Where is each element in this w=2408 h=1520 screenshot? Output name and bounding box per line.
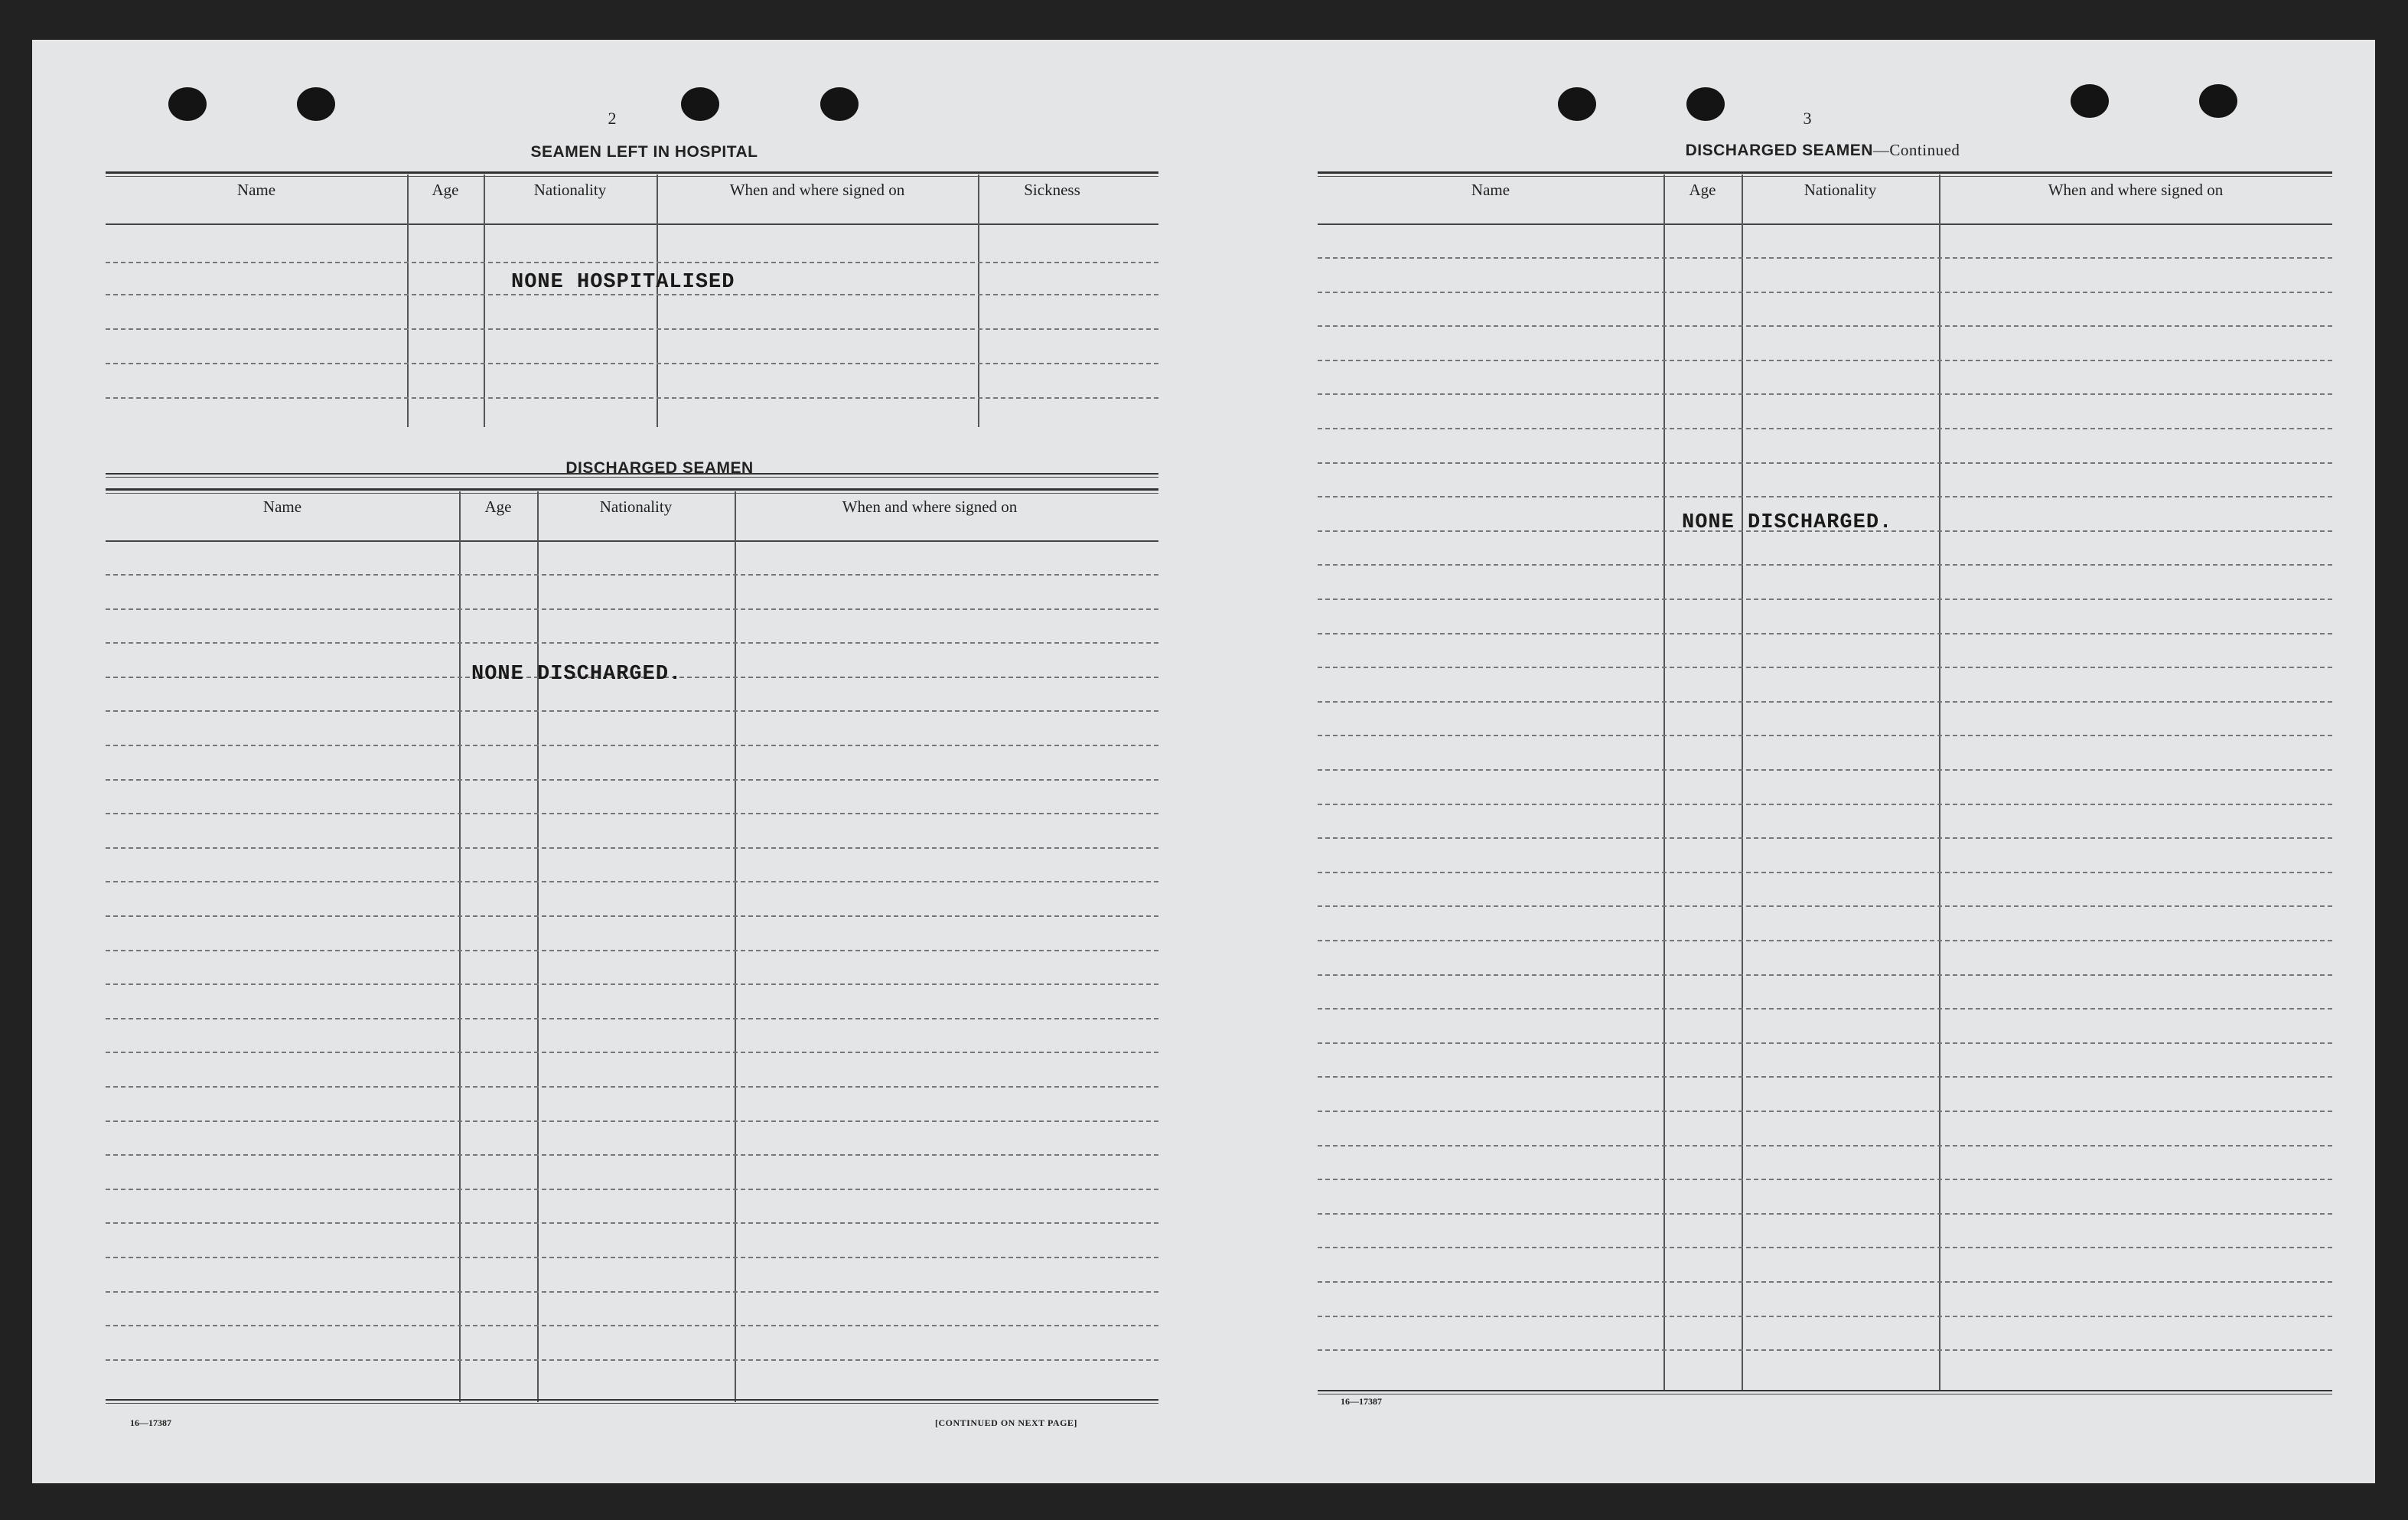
- row-rule: [106, 1325, 1158, 1326]
- row-rule: [1318, 1349, 2332, 1351]
- column-header-name: Name: [236, 181, 276, 199]
- column-header-name: Name: [262, 497, 302, 516]
- header-divider: [106, 223, 1158, 225]
- row-rule: [106, 983, 1158, 985]
- table-bottom-rule: [106, 1399, 1158, 1404]
- row-rule: [106, 397, 1158, 399]
- row-rule: [106, 847, 1158, 849]
- row-rule: [1318, 1281, 2332, 1283]
- table-top-rule: [1318, 171, 2332, 177]
- row-rule: [106, 1120, 1158, 1122]
- row-rule: [1318, 428, 2332, 429]
- row-rule: [106, 328, 1158, 330]
- row-rule: [1318, 360, 2332, 361]
- column-header-name: Name: [1471, 181, 1510, 199]
- column-header-nationality: Nationality: [599, 497, 673, 516]
- hospital-entry: NONE HOSPITALISED: [511, 271, 735, 294]
- column-header-nationality: Nationality: [533, 181, 607, 199]
- row-rule: [1318, 667, 2332, 668]
- row-rule: [106, 1052, 1158, 1053]
- row-rule: [106, 745, 1158, 746]
- row-rule: [1318, 1111, 2332, 1112]
- row-rule: [1318, 905, 2332, 907]
- row-rule: [106, 915, 1158, 917]
- row-rule: [1318, 1316, 2332, 1317]
- column-divider: [1939, 175, 1940, 1391]
- punch-hole: [2071, 84, 2109, 118]
- punch-hole: [297, 87, 335, 121]
- row-rule: [1318, 257, 2332, 259]
- row-rule: [1318, 769, 2332, 771]
- discharged-continued-entry: NONE DISCHARGED.: [1682, 511, 1893, 534]
- column-header-age: Age: [432, 181, 459, 199]
- continued-note: [CONTINUED ON NEXT PAGE]: [935, 1417, 1077, 1428]
- header-divider: [1318, 223, 2332, 225]
- page-number: 3: [1803, 109, 1812, 128]
- discharged-entry: NONE DISCHARGED.: [471, 663, 683, 686]
- column-header-age: Age: [1689, 181, 1716, 199]
- row-rule: [106, 813, 1158, 814]
- hospital-table: [106, 171, 1158, 479]
- column-header-age: Age: [484, 497, 512, 516]
- row-rule: [106, 1222, 1158, 1224]
- row-rule: [1318, 393, 2332, 395]
- punch-hole: [820, 87, 859, 121]
- row-rule: [106, 608, 1158, 610]
- document-sheet: [32, 40, 2375, 1483]
- row-rule: [1318, 1042, 2332, 1044]
- row-rule: [1318, 940, 2332, 941]
- discharged-continued-title: [1555, 141, 2090, 160]
- table-top-rule: [106, 171, 1158, 177]
- row-rule: [106, 950, 1158, 951]
- column-divider: [537, 491, 539, 1402]
- column-divider: [735, 491, 736, 1402]
- row-rule: [1318, 701, 2332, 703]
- punch-hole: [168, 87, 207, 121]
- row-rule: [1318, 1076, 2332, 1078]
- row-rule: [106, 642, 1158, 644]
- row-rule: [106, 1257, 1158, 1258]
- row-rule: [1318, 292, 2332, 293]
- row-rule: [1318, 1145, 2332, 1147]
- table-bottom-rule: [1318, 1390, 2332, 1394]
- left-page: [32, 40, 1203, 1483]
- row-rule: [106, 574, 1158, 576]
- row-rule: [106, 710, 1158, 712]
- discharged-continued-title-main: DISCHARGED SEAMEN: [1685, 142, 1873, 159]
- row-rule: [1318, 974, 2332, 976]
- right-page: [1203, 40, 2375, 1483]
- column-divider: [484, 175, 485, 427]
- punch-hole: [681, 87, 719, 121]
- row-rule: [106, 363, 1158, 364]
- row-rule: [106, 881, 1158, 882]
- column-divider: [1663, 175, 1665, 1391]
- row-rule: [106, 779, 1158, 781]
- column-header-signed-on: When and where signed on: [2048, 181, 2224, 199]
- row-rule: [106, 1018, 1158, 1019]
- column-divider: [657, 175, 658, 427]
- discharged-table: [106, 488, 1158, 1405]
- row-rule: [1318, 1008, 2332, 1010]
- row-rule: [1318, 872, 2332, 873]
- punch-hole: [2199, 84, 2237, 118]
- page-number: 2: [608, 109, 617, 128]
- form-number: 16—17387: [130, 1417, 171, 1428]
- row-rule: [1318, 837, 2332, 839]
- row-rule: [1318, 633, 2332, 634]
- column-divider: [407, 175, 409, 427]
- row-rule: [106, 1359, 1158, 1361]
- punch-hole: [1558, 87, 1596, 121]
- discharged-continued-suffix: —Continued: [1872, 141, 1960, 159]
- row-rule: [1318, 325, 2332, 327]
- row-rule: [106, 1086, 1158, 1088]
- row-rule: [1318, 735, 2332, 736]
- row-rule: [106, 1189, 1158, 1190]
- row-rule: [1318, 462, 2332, 464]
- column-header-sickness: Sickness: [1024, 181, 1080, 199]
- discharged-continued-table: [1318, 171, 2332, 1396]
- row-rule: [1318, 1247, 2332, 1248]
- hospital-section-title: SEAMEN LEFT IN HOSPITAL: [530, 143, 758, 161]
- column-divider: [459, 491, 461, 1402]
- column-divider: [978, 175, 979, 427]
- form-number: 16—17387: [1341, 1396, 1382, 1407]
- row-rule: [1318, 1179, 2332, 1180]
- discharged-section-title: DISCHARGED SEAMEN: [565, 459, 754, 477]
- header-divider: [106, 540, 1158, 542]
- row-rule: [106, 1154, 1158, 1156]
- table-top-rule: [106, 488, 1158, 494]
- row-rule: [1318, 564, 2332, 566]
- row-rule: [1318, 804, 2332, 805]
- row-rule: [106, 294, 1158, 295]
- column-header-signed-on: When and where signed on: [729, 181, 905, 199]
- row-rule: [1318, 599, 2332, 600]
- row-rule: [1318, 496, 2332, 497]
- row-rule: [106, 262, 1158, 263]
- column-header-signed-on: When and where signed on: [842, 497, 1018, 516]
- row-rule: [106, 1291, 1158, 1293]
- column-header-nationality: Nationality: [1804, 181, 1877, 199]
- column-divider: [1742, 175, 1743, 1391]
- punch-hole: [1686, 87, 1725, 121]
- row-rule: [1318, 1213, 2332, 1215]
